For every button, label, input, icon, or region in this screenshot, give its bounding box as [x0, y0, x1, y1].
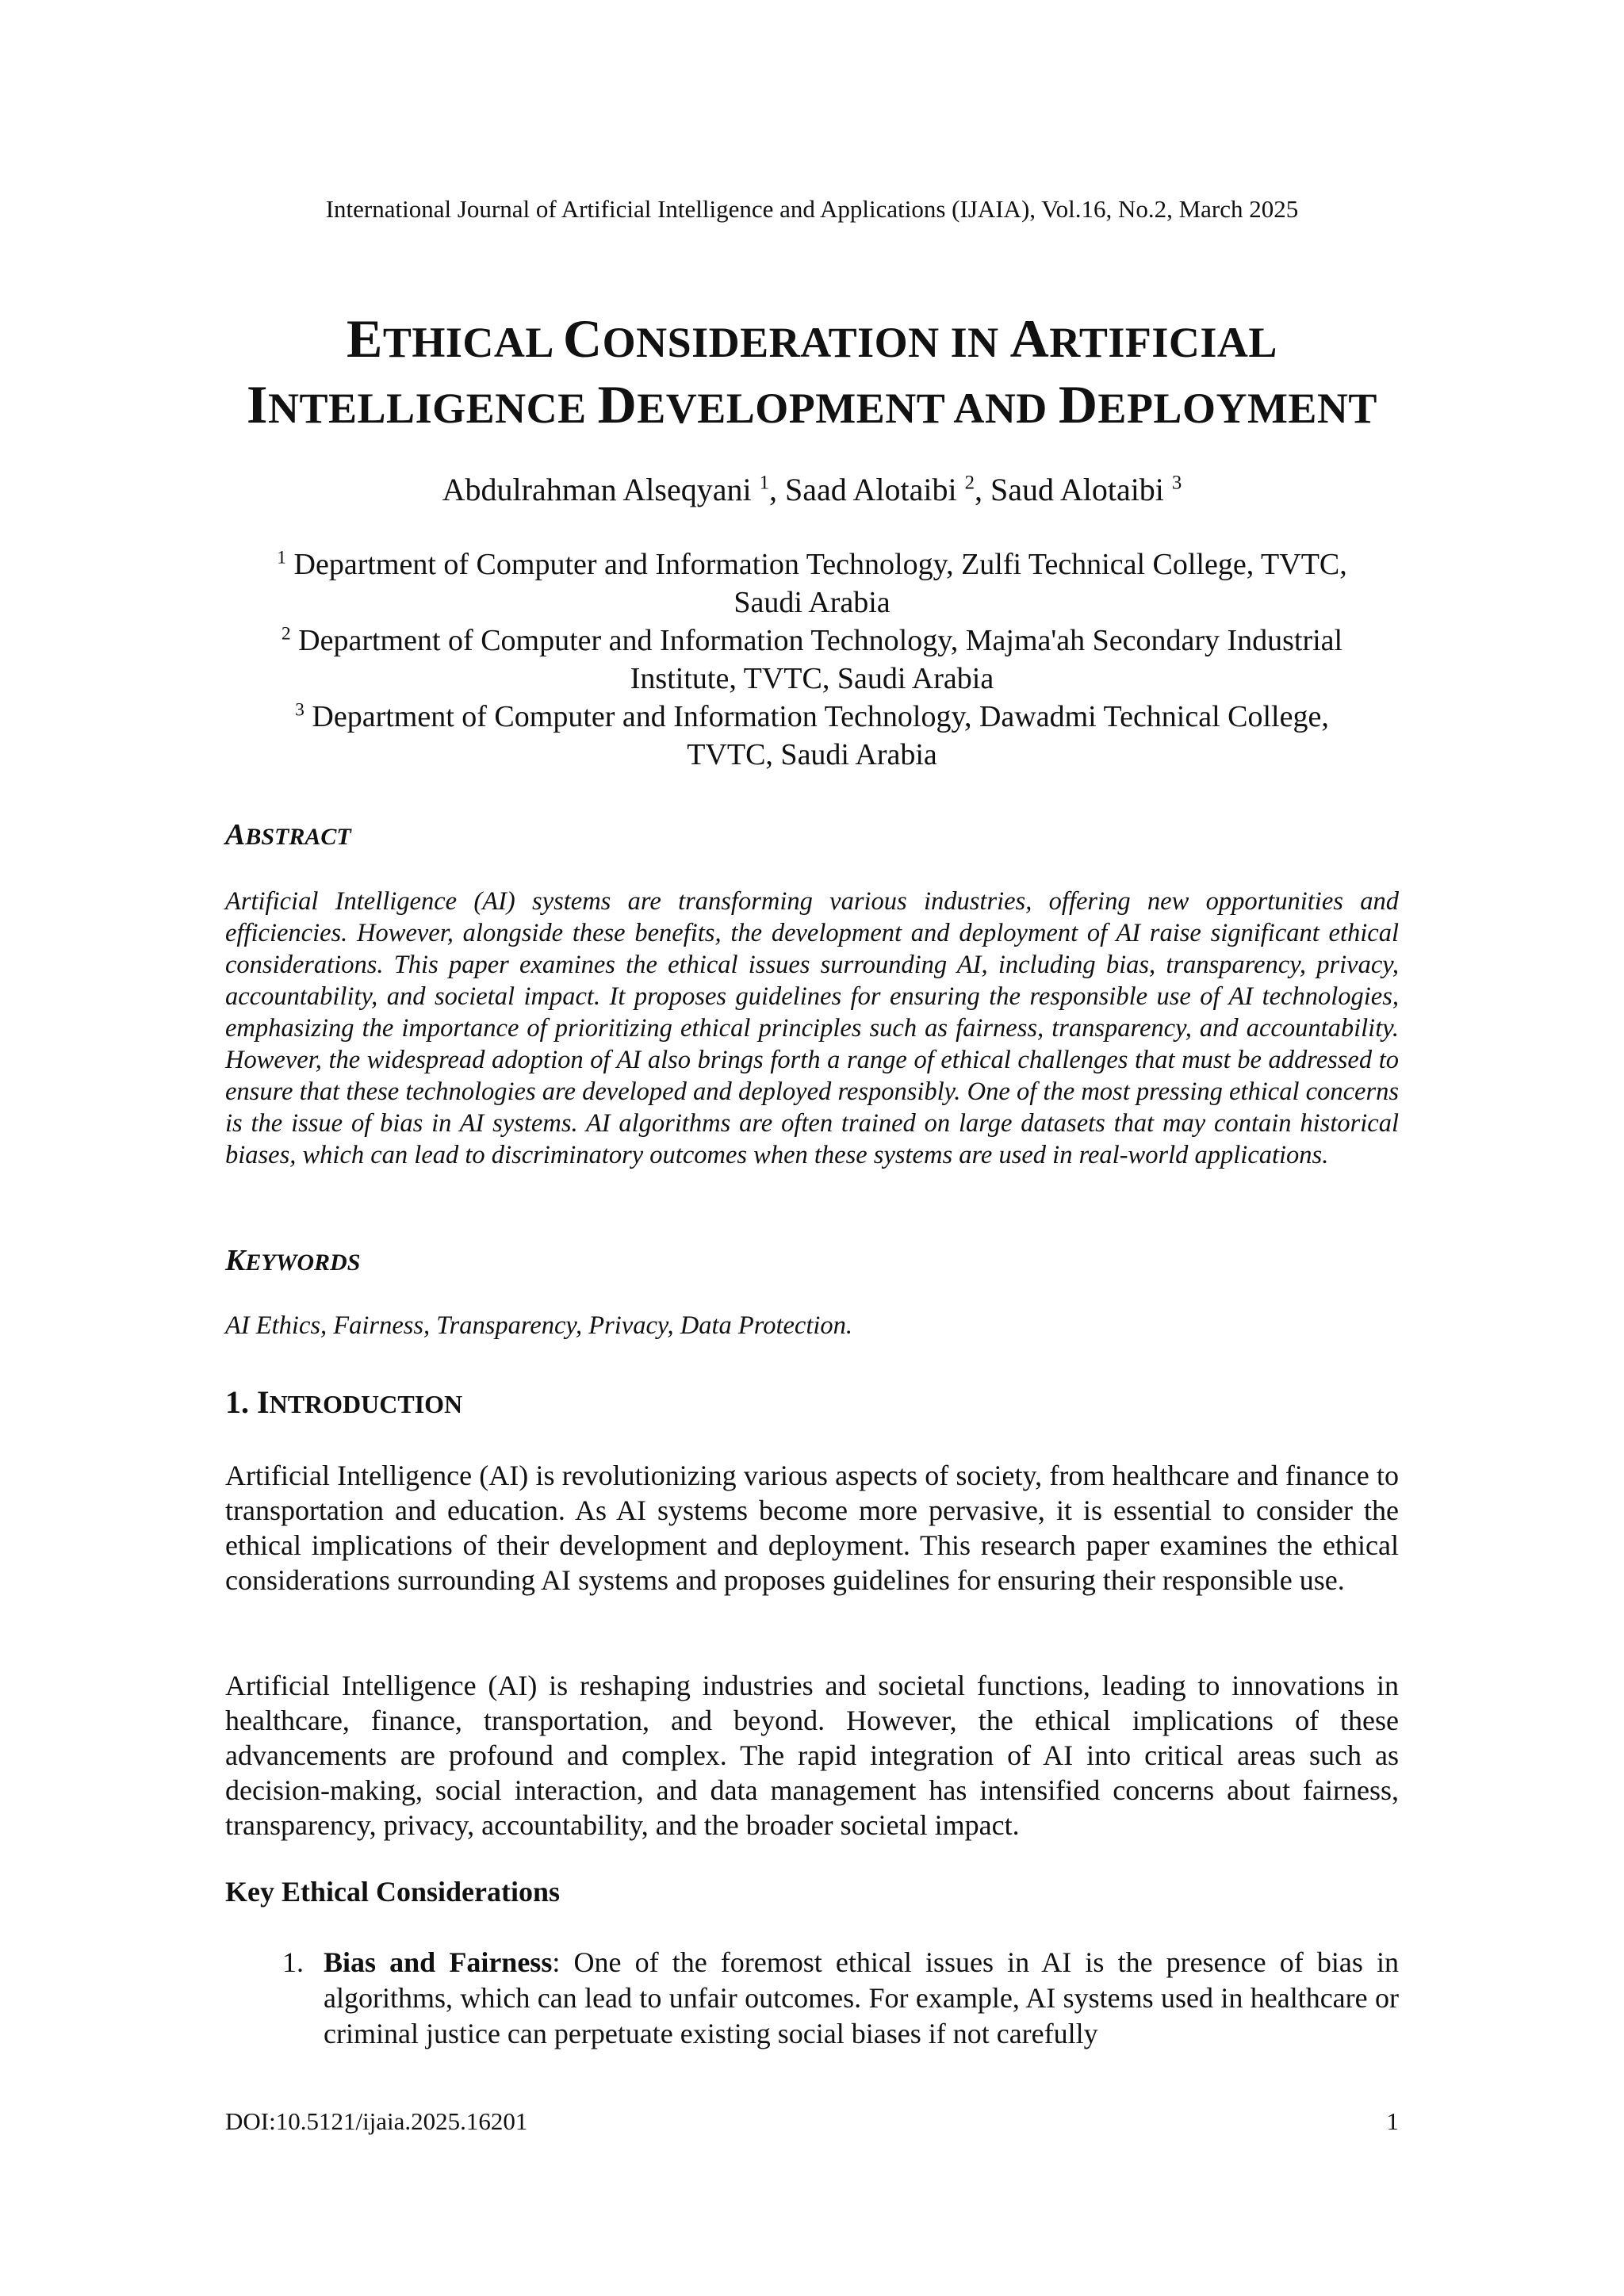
title-word-cap: I: [247, 374, 268, 434]
author-affil-marker: 2: [964, 472, 975, 494]
title-word-rest: THICAL: [382, 319, 563, 366]
heading-rest: BSTRACT: [245, 824, 351, 850]
considerations-list: [225, 1945, 1399, 2052]
key-considerations-heading: Key Ethical Considerations: [225, 1876, 561, 1908]
title-word-rest: EVELOPMENT AND: [637, 385, 1059, 432]
keywords-heading: [225, 1242, 360, 1282]
paper-title: [159, 308, 1465, 439]
section-number: 1.: [225, 1384, 257, 1420]
list-item: [225, 1945, 1399, 2052]
author-list: [0, 469, 1624, 511]
affiliation-line: Saudi Arabia: [733, 586, 891, 619]
affiliation-marker: 1: [277, 547, 287, 568]
affiliation: [214, 698, 1410, 774]
heading-rest: NTRODUCTION: [269, 1390, 463, 1418]
intro-paragraph-1: Artificial Intelligence (AI) is revolutionizing various aspects of society, from healthcare and finance to transportation and education. As AI systems become more pervasive, it is essential to consider the ethical implications of their development and deployment. This research paper examines the ethical considerations surrounding AI systems and proposes guidelines for ensuring their responsible use.: [225, 1460, 1399, 1596]
list-number: 1.: [282, 1946, 304, 1978]
author-name: Saud Alotaibi: [990, 472, 1164, 507]
affiliation: [214, 545, 1410, 622]
heading-rest: EYWORDS: [245, 1249, 361, 1276]
title-word-rest: EPLOYMENT: [1097, 385, 1377, 432]
title-line-2: [159, 373, 1465, 439]
list-item-text: : One of the foremost ethical issues in AI is the presence of bias in algorithms, which can lead to unfair outcomes. For example, AI systems used in healthcare or criminal justice can perpetuate existing social biases if not carefully: [324, 1946, 1399, 2049]
affiliation-marker: 2: [281, 623, 291, 645]
affiliation-line: Institute, TVTC, Saudi Arabia: [630, 662, 994, 695]
list-item-term: Bias and Fairness: [324, 1946, 553, 1978]
keywords-text: AI Ethics, Fairness, Transparency, Privacy, Data Protection.: [225, 1311, 853, 1340]
abstract-text: Artificial Intelligence (AI) systems are transforming various industries, offering new opportunities and efficiencies. However, alongside these benefits, the development and deployment of AI raise significant ethical considerations. This paper examines the ethical issues surrounding AI, including bias, transparency, privacy, accountability, and societal impact. It proposes guidelines for ensuring the responsible use of AI technologies, emphasizing the importance of prioritizing ethical principles such as fairness, transparency, and accountability. However, the widespread adoption of AI also brings forth a range of ethical challenges that must be addressed to ensure that these technologies are developed and deployed responsibly. One of the most pressing ethical concerns is the issue of bias in AI systems. AI algorithms are often trained on large datasets that may contain historical biases, which can lead to discriminatory outcomes when these systems are used in real-world applications.: [225, 887, 1399, 1169]
affiliation-list: [214, 545, 1410, 774]
title-word-rest: NTELLIGENCE: [268, 385, 598, 432]
author-separator: ,: [768, 472, 785, 507]
introduction-heading: [225, 1383, 462, 1424]
title-word-cap: D: [1058, 374, 1098, 434]
affiliation-line: TVTC, Saudi Arabia: [687, 738, 937, 771]
title-word-cap: C: [562, 308, 603, 369]
page-number: 1: [1386, 2107, 1399, 2135]
title-word-rest: ONSIDERATION IN: [602, 319, 1010, 366]
author-name: Abdulrahman Alseqyani: [442, 472, 752, 507]
heading-cap: K: [225, 1244, 246, 1277]
title-word-cap: E: [347, 308, 383, 369]
doi-footer: DOI:10.5121/ijaia.2025.16201: [225, 2107, 528, 2135]
intro-paragraph-2: Artificial Intelligence (AI) is reshaping industries and societal functions, leading to innovations in healthcare, finance, transportation, and beyond. However, the ethical implications of these advancements are profound and complex. The rapid integration of AI into critical areas such as decision-making, social interaction, and data management has intensified concerns about fairness, transparency, privacy, accountability, and the broader societal impact.: [225, 1670, 1399, 1841]
affiliation-line: Department of Computer and Information Technology, Majma'ah Secondary Industrial: [298, 624, 1343, 657]
author-affil-marker: 3: [1171, 472, 1182, 494]
title-line-1: [159, 308, 1465, 373]
affiliation-line: Department of Computer and Information Technology, Zulfi Technical College, TVTC,: [293, 548, 1347, 581]
title-word-rest: RTIFICIAL: [1049, 319, 1277, 366]
author-name: Saad Alotaibi: [784, 472, 957, 507]
affiliation-line: Department of Computer and Information Technology, Dawadmi Technical College,: [312, 700, 1329, 733]
title-word-cap: D: [597, 374, 638, 434]
affiliation-marker: 3: [295, 699, 304, 721]
abstract-heading: [225, 816, 351, 856]
running-header: International Journal of Artificial Intelligence and Applications (IJAIA), Vol.16, No.2, March 2025: [325, 195, 1299, 223]
affiliation: [214, 622, 1410, 698]
heading-cap: I: [257, 1384, 270, 1420]
heading-cap: A: [225, 818, 246, 851]
author-separator: ,: [975, 472, 991, 507]
title-word-cap: A: [1009, 308, 1050, 369]
author-affil-marker: 1: [759, 472, 769, 494]
